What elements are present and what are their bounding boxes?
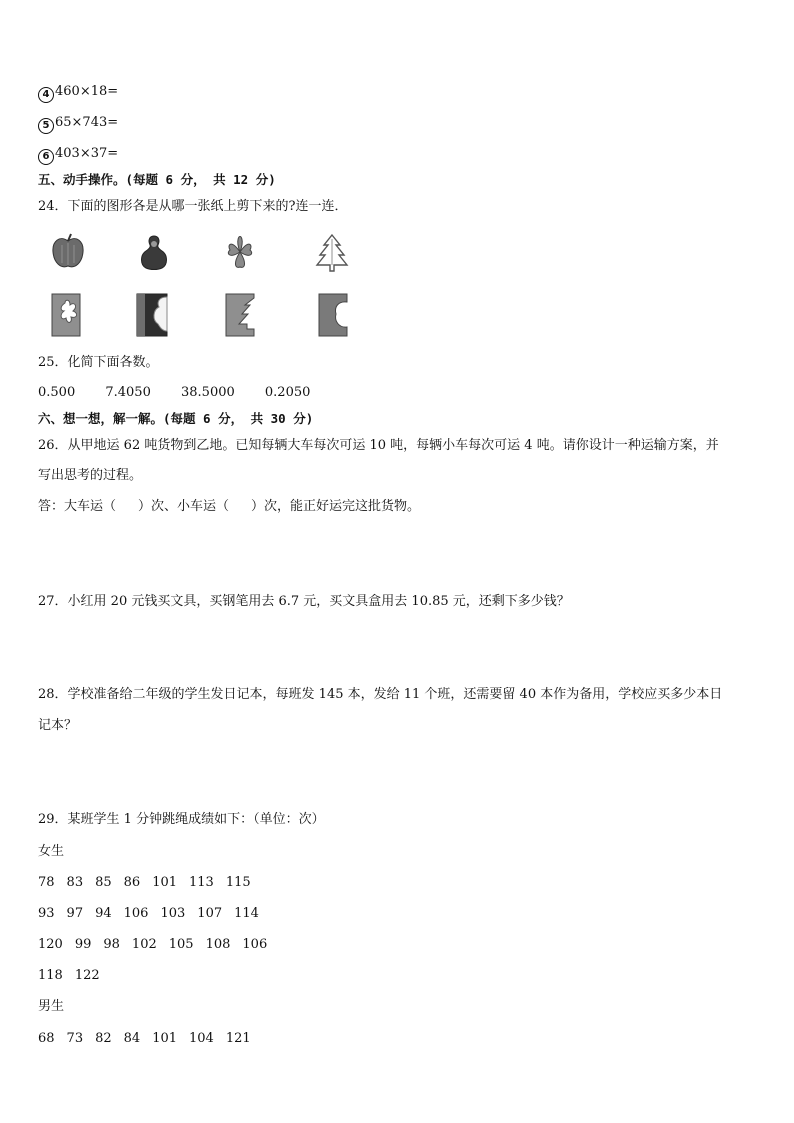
- apple-shape-figure: [50, 233, 86, 271]
- score: 103: [160, 906, 186, 921]
- question-26-line1: 26．从甲地运 62 吨货物到乙地。已知每辆大车每次可运 10 吨，每辆小车每次可运 4 吨。请你设计一种运输方案，并: [38, 438, 719, 453]
- girls-label: 女生: [38, 844, 65, 859]
- score: 106: [123, 906, 149, 921]
- number-item: 38.5000: [181, 385, 235, 400]
- paper-with-gourd-cut: [136, 293, 168, 337]
- score: 104: [189, 1031, 214, 1046]
- score: 93: [38, 906, 55, 921]
- calc-expression: 65×743=: [55, 115, 119, 130]
- question-26-answer: [38, 498, 420, 516]
- score: 121: [225, 1031, 251, 1046]
- boys-row-1: [38, 1030, 263, 1048]
- score: 105: [168, 937, 194, 952]
- girls-row-3: [38, 936, 279, 954]
- score: 82: [95, 1031, 112, 1046]
- score: 101: [152, 1031, 178, 1046]
- question-29: 29．某班学生 1 分钟跳绳成绩如下：（单位：次）: [38, 812, 325, 827]
- score: 113: [189, 875, 214, 890]
- calc-expression: 460×18=: [55, 84, 119, 99]
- score: 73: [66, 1031, 84, 1046]
- section-heading-6: 六、想一想，解一解。(每题 6 分， 共 30 分): [38, 411, 314, 426]
- question-25: 25．化简下面各数。: [38, 355, 159, 370]
- calc-item-4: [38, 83, 118, 103]
- paper-with-flower-hole: [51, 293, 81, 337]
- number-item: 0.500: [38, 385, 76, 400]
- score: 86: [123, 875, 141, 890]
- girls-row-4: [38, 967, 112, 985]
- question-27: 27．小红用 20 元钱买文具，买钢笔用去 6.7 元，买文具盒用去 10.85 元，还剩下多少钱？: [38, 594, 570, 609]
- score: 118: [38, 968, 63, 983]
- score: 107: [197, 906, 223, 921]
- paper-with-tree-cut: [225, 293, 255, 337]
- score: 68: [38, 1031, 55, 1046]
- score: 122: [74, 968, 100, 983]
- q25-numbers: [38, 384, 310, 402]
- question-28-line1: 28．学校准备给二年级的学生发日记本，每班发 145 本，发给 11 个班，还需要留 40 本作为备用，学校应买多少本日: [38, 687, 723, 702]
- score: 84: [123, 1031, 141, 1046]
- number-item: 0.2050: [264, 385, 311, 400]
- score: 83: [66, 875, 84, 890]
- girls-row-2: [38, 905, 271, 923]
- answer-text: ）次，能正好运完这批货物。: [251, 499, 421, 514]
- calc-expression: 403×37=: [55, 146, 119, 161]
- score: 106: [242, 937, 268, 952]
- score: 99: [74, 937, 92, 952]
- calc-item-5: [38, 114, 118, 134]
- boys-label: 男生: [38, 999, 65, 1014]
- question-24: 24．下面的图形各是从哪一张纸上剪下来的?连一连．: [38, 199, 348, 214]
- score: 114: [234, 906, 259, 921]
- tree-shape-figure: [314, 233, 350, 273]
- question-28-line2: 记本？: [38, 718, 78, 733]
- score: 78: [38, 875, 55, 890]
- score: 97: [66, 906, 84, 921]
- score: 102: [131, 937, 157, 952]
- answer-text: 答：大车运（: [38, 499, 117, 514]
- number-item: 7.4050: [105, 385, 151, 400]
- score: 98: [103, 937, 120, 952]
- score: 85: [95, 875, 112, 890]
- girls-row-1: [38, 874, 263, 892]
- score: 120: [38, 937, 63, 952]
- paper-with-apple-cut: [318, 293, 348, 337]
- circled-number: 5: [38, 118, 54, 134]
- score: 115: [225, 875, 251, 890]
- calc-item-6: [38, 145, 118, 165]
- score: 94: [95, 906, 112, 921]
- score: 108: [205, 937, 231, 952]
- circled-number: 6: [38, 149, 54, 165]
- circled-number: 4: [38, 87, 54, 103]
- flower-shape-figure: [221, 233, 259, 271]
- section-heading-5: 五、动手操作。(每题 6 分， 共 12 分): [38, 172, 276, 187]
- score: 101: [152, 875, 178, 890]
- question-26-line2: 写出思考的过程。: [38, 468, 143, 483]
- gourd-shape-figure: [138, 234, 170, 272]
- answer-text: ）次、小车运（: [138, 499, 230, 514]
